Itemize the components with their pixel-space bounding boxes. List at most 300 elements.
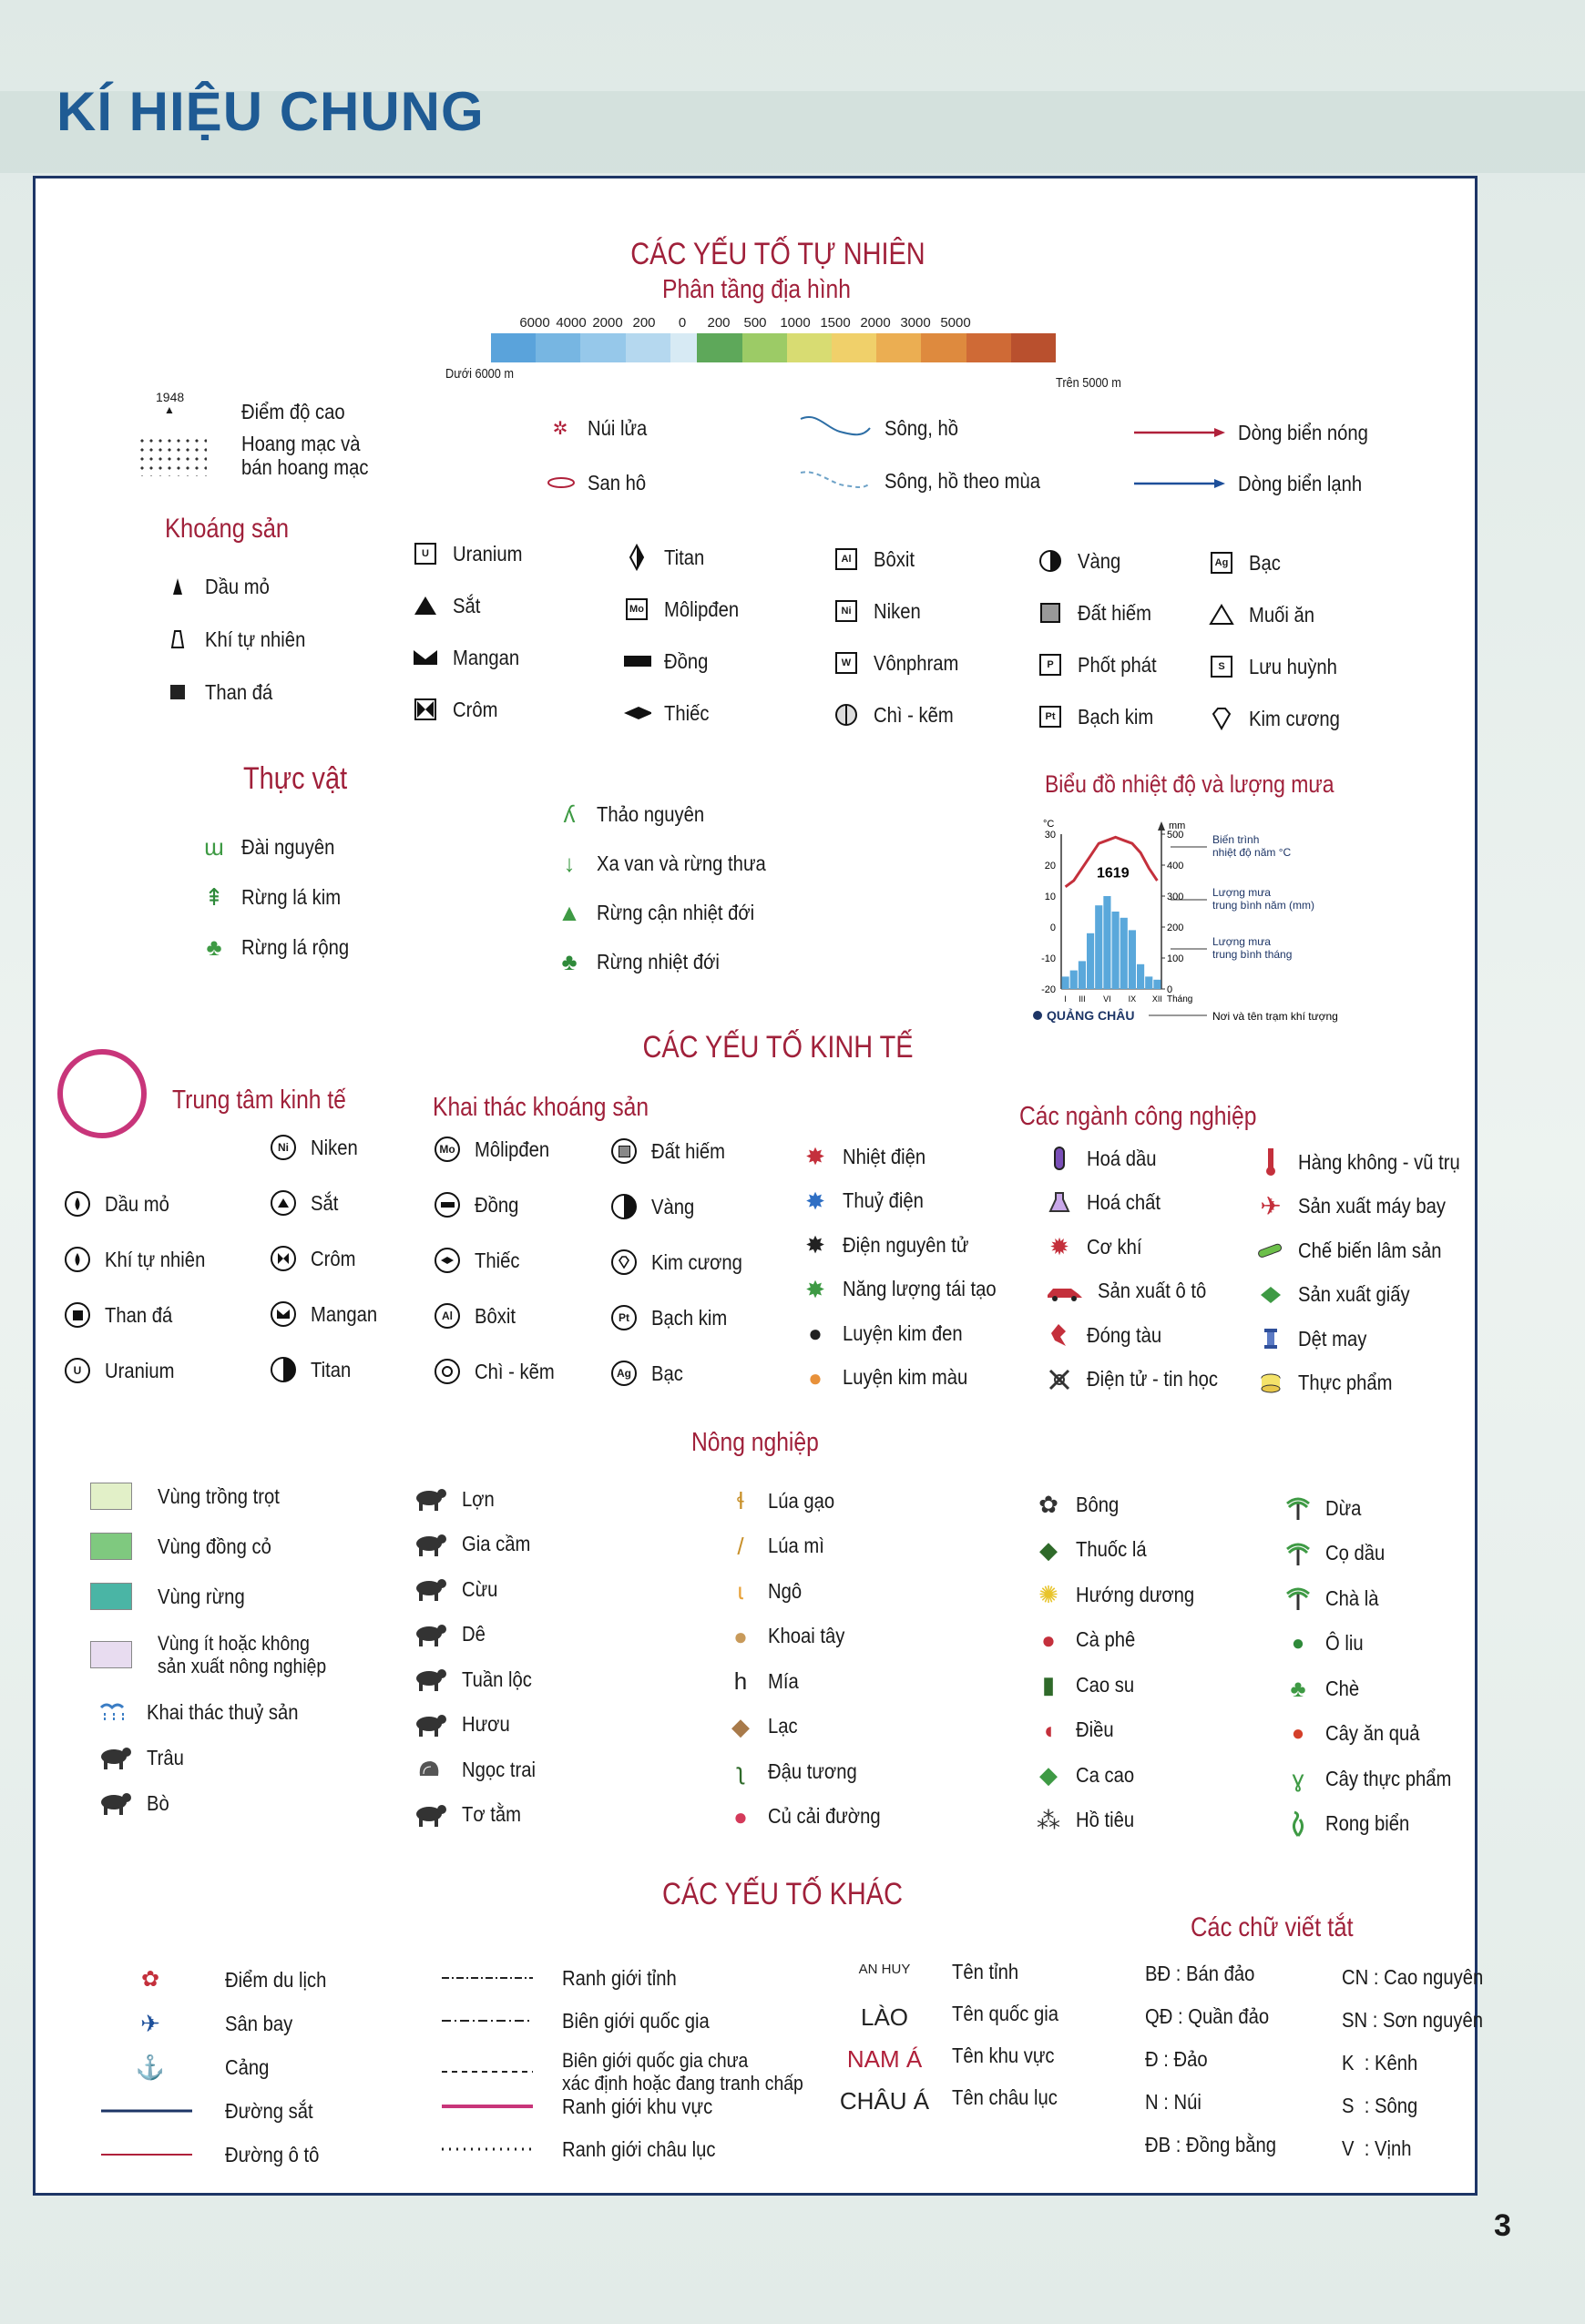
abbreviations-title: Các chữ viết tắt [1191,1912,1354,1942]
abbreviation-label: Đ : Đảo [1145,2047,1208,2071]
agri-c3-label: Lúa mì [768,1534,824,1557]
mineral-c4-label: Niken [874,598,921,623]
eco-c4-item [609,1192,700,1221]
mineral-c6-item [1207,704,1353,733]
triangle-icon: ▲ [164,403,175,416]
mineral-c2-item [411,539,532,568]
eco-c4-item [609,1248,755,1277]
conifer-icon: ⇞ [204,883,224,911]
relief-tick: 6000 [519,315,550,331]
silver-icon: Ag [1207,548,1236,577]
other-c1-label: Cảng [225,2054,270,2079]
industry-title: Các ngành công nghiệp [1019,1102,1257,1131]
vegetation-c2-label: Rừng nhiệt đới [597,949,720,973]
climate-chart-title: Biểu đồ nhiệt độ và lượng mưa [1045,770,1334,798]
aircraft-icon: ✈ [1260,1191,1282,1220]
industry-c3-label: Chế biến lâm sản [1298,1238,1442,1262]
eco-c4-label: Bạch kim [651,1305,728,1330]
rain-tick: 200 [1167,922,1184,933]
mineral-c5-item [1036,702,1164,731]
other-c2-label: Ranh giới tỉnh [562,1965,677,1990]
mineral-c4-item [832,648,970,678]
eco-left-item [63,1245,219,1274]
agri-c2-item [409,1484,499,1514]
manganese-mining-icon [269,1300,298,1329]
eco-left-label: Than đá [105,1302,173,1327]
sulfur-icon: S [1207,652,1236,681]
industry-c1-item [801,1142,937,1171]
agri-c5-item [1283,1493,1366,1523]
rain-tick: 300 [1167,892,1184,902]
mineral-c2-item [411,643,528,672]
mechanical-icon: ✹ [1049,1233,1069,1260]
eco-c3-item [433,1135,559,1164]
agri-zone-label: Vùng trồng trọt [158,1483,280,1508]
mineral-c2-label: Sắt [453,593,481,617]
eco-c3-item [433,1301,521,1330]
name-sample-label: Tên tỉnh [952,1960,1019,1983]
rare-earth-icon [1036,598,1065,627]
elevation-value: 1948 [156,390,185,404]
tea-icon: ♣ [1290,1675,1306,1702]
agri-c5-label: Ô liu [1325,1631,1364,1655]
agri-c2-item [409,1755,546,1784]
industry-c3-label: Hàng không - vũ trụ [1298,1149,1460,1174]
agri-c2-item [409,1575,503,1604]
abbreviation-item [1145,2133,1294,2157]
coral-icon [546,468,575,497]
abbreviation-label: CN : Cao nguyên [1342,1965,1484,1989]
copper-mining-icon [433,1190,462,1219]
titanium-mining-icon [269,1355,298,1384]
agri-c4-label: Hồ tiêu [1076,1808,1135,1831]
natural-section-title: CÁC YẾU TỐ TỰ NHIÊN [630,237,925,271]
other-c2-item [442,2049,836,2095]
tourist-spot-icon: ✿ [140,1967,160,1992]
other-c1-label: Sân bay [225,2011,293,2035]
abbreviation-item [1145,2047,1216,2072]
eco-c3-item [433,1357,566,1386]
nonferrous-metallurgy-icon: ● [808,1363,823,1391]
agri-tail-label: Khai thác thuỷ sản [147,1699,299,1724]
vegetation-c2-item [555,947,736,976]
coconut-icon [1283,1493,1313,1523]
mineral-c3-item [622,543,710,572]
mineral-c6-label: Muối ăn [1249,602,1315,627]
abbreviation-item [1342,2051,1428,2075]
sugarbeet-icon: ● [733,1802,748,1830]
agri-c3-label: Mía [768,1668,799,1693]
legend-warm-current: Dòng biển nóng [1134,418,1386,447]
eco-mid-label: Titan [311,1357,352,1381]
eco-left-label: Uranium [105,1358,175,1382]
eco-mid-label: Sắt [311,1190,339,1215]
cocoa-icon: ◆ [1039,1761,1058,1789]
eco-mid-label: Niken [311,1135,358,1159]
agri-c3-item [726,1486,844,1515]
coal-mining-icon [63,1300,92,1330]
cattle-icon [94,1789,134,1818]
savanna-icon: ↓ [563,850,576,877]
legend-volcano: ✲ Núi lửa [546,413,655,443]
other-c1-label: Điểm du lịch [225,1967,327,1992]
abbreviation-item [1342,2094,1428,2118]
mineral-c3-label: Thiếc [664,700,710,725]
eco-mid-label: Mangan [311,1301,378,1326]
page-title: KÍ HIỆU CHUNG [56,81,485,142]
agri-c4-item [1034,1716,1119,1745]
industry-c1-item [801,1230,986,1259]
diamond-mining-icon [609,1248,639,1277]
abbreviation-item [1145,1962,1270,1986]
agri-c2-label: Gia cầm [462,1532,531,1555]
agri-zone-item [90,1533,287,1560]
rice-icon: ɬ [737,1487,744,1514]
industry-c2-item [1045,1144,1166,1173]
sheep-icon [409,1575,449,1604]
buffalo-icon [94,1743,134,1772]
agri-c5-label: Chà là [1325,1585,1379,1610]
industry-c2-label: Sản xuất ô tô [1098,1279,1207,1302]
salt-icon [1207,600,1236,629]
agri-zone-item [90,1632,349,1677]
agri-c3-item [726,1622,855,1651]
relief-tick: 3000 [900,315,931,331]
eco-mid-item [269,1300,386,1329]
iron-icon [411,591,440,620]
goat-icon [409,1620,449,1649]
industry-c2-item [1045,1188,1171,1218]
volcano-icon: ✲ [552,418,568,439]
agri-c4-item [1034,1760,1142,1789]
platinum-mining-icon: Pt [609,1303,639,1332]
eco-left-item [63,1300,181,1330]
month-label: Tháng [1167,994,1193,1004]
agri-c3-item [726,1757,869,1786]
silkworm-icon [409,1800,449,1830]
eco-c4-item [609,1359,688,1388]
vegetation-c1-label: Rừng lá kim [241,884,342,909]
rain-bar [1062,976,1069,989]
eco-c3-label: Thiếc [475,1248,520,1272]
mineral-c5-item [1036,650,1167,679]
climate-chart-svg [1025,807,1444,1044]
name-sample-item [952,1960,1028,1984]
coal-icon [163,678,192,707]
eco-c3-label: Chì - kẽm [475,1359,555,1383]
poultry-icon [409,1530,449,1559]
other-c2-label: Ranh giới châu lục [562,2136,716,2161]
agri-c2-item [409,1530,540,1559]
annual-rain-value: 1619 [1097,865,1130,882]
rain-tick: 500 [1167,830,1184,841]
climate-chart [1025,807,1444,1044]
agri-tail-item [94,1789,172,1818]
agri-zone-label: Vùng ít hoặc không sản xuất nông nghiệp [158,1632,327,1677]
name-sample: CHÂU Á [839,2087,930,2115]
other-c1-label: Đường sắt [225,2098,313,2123]
temp-tick: 10 [1044,892,1056,902]
name-sample: NAM Á [846,2045,923,2073]
mineral-c6-label: Lưu huỳnh [1249,654,1337,678]
molybdenum-mining-icon: Mo [433,1135,462,1164]
mining-title: Khai thác khoáng sản [433,1093,649,1122]
relief-tick: 500 [743,315,767,331]
mineral-c5-label: Đất hiếm [1078,600,1152,625]
name-sample-item [952,2002,1073,2026]
pepper-icon: ⁂ [1037,1806,1060,1834]
abbreviation-label: ĐB : Đồng bằng [1145,2133,1277,2156]
river-icon [799,413,872,443]
agri-c5-item [1283,1719,1433,1748]
abbreviation-item [1145,2090,1209,2115]
paper-icon [1256,1280,1285,1310]
warm-current-icon [1134,418,1225,447]
tundra-icon: ɯ [204,833,224,861]
abbreviation-label: V : Vịnh [1342,2136,1412,2160]
peanut-icon: ◆ [731,1712,750,1740]
rain-bar [1112,912,1120,989]
temp-tick: -10 [1041,953,1056,964]
nickel-mining-icon: Ni [269,1133,298,1162]
mineral-c5-label: Vàng [1078,548,1121,573]
eco-c3-label: Bôxit [475,1303,516,1328]
desert-dots-icon [138,436,207,476]
agri-zone-swatch [90,1583,132,1610]
date-palm-icon [1283,1584,1313,1613]
gold-mining-icon [609,1192,639,1221]
month-tick: XII [1151,994,1162,1004]
agri-c3-item [726,1576,806,1605]
relief-tick: 5000 [940,315,971,331]
industry-c1-label: Năng lượng tái tạo [843,1277,997,1300]
agri-c4-item [1034,1490,1125,1519]
lead-zinc-mining-icon [433,1357,462,1386]
tungsten-icon: W [832,648,861,678]
agri-zone-swatch [90,1641,132,1668]
shipbuilding-icon [1045,1320,1074,1350]
agri-c2-label: Hươu [462,1712,510,1736]
rain-year-annotation: Lượng mưa trung bình năm (mm) [1212,886,1315,912]
mineral-c2-label: Crôm [453,697,498,721]
name-sample: LÀO [860,2003,909,2031]
wheat-icon: / [737,1532,744,1560]
railway-icon [101,2096,192,2125]
other-c1-item [101,2140,332,2169]
agri-c4-label: Cà phê [1076,1627,1136,1651]
chemical-icon [1045,1188,1074,1218]
vegetable-icon: ɣ [1292,1765,1304,1792]
abbreviation-label: S : Sông [1342,2094,1418,2117]
industry-c1-item [801,1275,1017,1304]
mineral-c6-item [1207,548,1285,577]
seaweed-icon [1283,1809,1313,1839]
rain-tick: 100 [1167,953,1184,964]
relief-tick: 200 [632,315,656,331]
month-tick: I [1064,994,1067,1004]
cashew-icon: ◖ [1041,1716,1056,1744]
abbreviation-item [1342,2008,1502,2033]
agri-c5-item [1283,1764,1468,1793]
soybean-icon: ʅ [738,1758,743,1785]
eco-left-label: Dầu mỏ [105,1191,169,1216]
abbreviation-item [1342,2136,1421,2161]
industry-c1-label: Điện nguyên tử [843,1232,969,1257]
other-c1-item [101,2096,325,2125]
mineral-c2-item [411,695,504,724]
agri-c4-label: Cao su [1076,1672,1135,1697]
agri-c3-label: Đậu tương [768,1758,857,1783]
agri-tail-item [94,1697,319,1727]
abbreviation-label: K : Kênh [1342,2051,1418,2074]
agri-zone-swatch [90,1533,132,1560]
agri-c4-item [1034,1670,1142,1699]
relief-tick: 0 [678,315,687,331]
renewable-energy-icon: ✸ [805,1275,825,1303]
other-c1-item [134,2053,275,2082]
legend-coral: San hô [546,468,654,497]
month-tick: VI [1103,994,1111,1004]
seasonal-river-icon [799,466,872,495]
name-sample-item [952,2085,1072,2110]
rain-bar [1120,918,1128,989]
mineral-c3-item [622,595,749,624]
temp-unit: °C [1043,819,1055,830]
elevation-sample [156,390,183,415]
desert-label: Hoang mạc và bán hoang mạc [241,432,369,479]
relief-color-bar [491,333,1056,362]
name-sample-label: Tên châu lục [952,2085,1058,2109]
relief-title: Phân tầng địa hình [662,275,851,304]
legend-river: Sông, hồ [799,413,968,443]
eco-left-item [63,1356,184,1385]
eco-c4-label: Bạc [651,1361,683,1385]
rain-bar [1103,896,1110,989]
industry-c2-item [1045,1320,1171,1350]
sunflower-icon: ✺ [1038,1581,1058,1608]
other-c2-label: Ranh giới khu vực [562,2094,713,2118]
agri-c2-label: Dê [462,1622,486,1646]
eco-c4-item [609,1137,735,1166]
eco-mid-item [269,1244,362,1273]
subtropical-forest-icon: ▲ [557,899,581,926]
industry-c2-item [1045,1365,1236,1394]
other-c2-item [442,2092,733,2121]
agri-c3-item [726,1712,802,1741]
industry-c1-label: Thuỷ điện [843,1188,924,1212]
rain-tick: 400 [1167,861,1184,872]
mineral-c3-label: Đồng [664,648,709,673]
other-c2-label: Biên giới quốc gia chưa xác định hoặc đang tranh chấp [562,2049,803,2095]
temp-annotation: Biến trình nhiệt độ năm °C [1212,833,1292,859]
agri-c3-item [726,1802,895,1831]
coffee-icon: ● [1041,1626,1056,1654]
agri-c4-label: Bông [1076,1492,1120,1516]
agri-c5-label: Cây ăn quả [1325,1721,1420,1745]
broadleaf-icon: ♣ [206,933,222,961]
mineral-c6-item [1207,600,1324,629]
agri-tail-item [94,1743,189,1772]
agri-c2-item [409,1665,541,1694]
vegetation-c2-item [555,800,719,829]
industry-c3-item [1256,1280,1425,1310]
station-dot [1033,1011,1042,1020]
industry-c3-label: Thực phẩm [1298,1371,1393,1394]
other-c2-item [442,2006,730,2035]
vegetation-c2-item [555,849,789,878]
industry-c3-label: Sản xuất máy bay [1298,1194,1447,1218]
legend-frame [33,176,1484,2196]
agri-zone-item [90,1483,296,1510]
agri-c5-item [1283,1674,1364,1703]
economic-center-label: Trung tâm kinh tế [172,1086,346,1115]
eco-c4-label: Đất hiếm [651,1138,726,1163]
relief-tick: 200 [707,315,731,331]
temp-tick: 20 [1044,861,1056,872]
olive-icon: ● [1291,1630,1305,1656]
mineral-c1-label: Than đá [205,679,273,704]
region-boundary-icon [442,2092,533,2121]
other-section-title: CÁC YẾU TỐ KHÁC [662,1877,903,1911]
continent-boundary-icon [442,2135,533,2164]
vegetation-c2-label: Thảo nguyên [597,801,705,826]
economic-center-ring-icon [57,1049,147,1138]
chromium-mining-icon [269,1244,298,1273]
vegetation-c1-item [199,882,354,912]
eco-c3-label: Môlipđen [475,1137,550,1161]
other-c1-item [134,2009,302,2038]
rain-tick: 0 [1167,984,1173,995]
industry-c3-item [1256,1324,1376,1353]
rubber-icon: ▮ [1041,1671,1056,1698]
eco-c4-label: Vàng [651,1194,695,1218]
mineral-c1-item [163,625,319,654]
platinum-icon: Pt [1036,702,1065,731]
industry-c1-item [801,1319,979,1348]
above-5000-label: Trên 5000 m [1056,375,1121,391]
other-c2-label: Biên giới quốc gia [562,2008,710,2033]
fishery-icon [94,1697,134,1727]
legend-cold-current: Dòng biển lạnh [1134,469,1379,498]
uranium-icon: U [411,539,440,568]
agri-c3-item [726,1532,832,1561]
mineral-c2-label: Mangan [453,645,520,669]
agri-c3-label: Củ cải đường [768,1804,881,1828]
agri-c5-label: Chè [1325,1676,1360,1700]
agri-c3-label: Lạc [768,1714,798,1738]
other-c1-item [134,1965,341,1994]
textile-icon [1256,1324,1285,1353]
oil-palm-icon [1283,1539,1313,1568]
mineral-c3-item [622,698,715,728]
industry-c3-item [1256,1147,1482,1177]
eco-left-label: Khí tự nhiên [105,1247,206,1271]
industry-c2-item [1045,1232,1150,1261]
mineral-c4-label: Vônphram [874,650,959,675]
month-tick: IX [1128,994,1137,1004]
station-label: Nơi và tên trạm khí tượng [1212,1010,1338,1023]
mineral-c1-label: Dầu mỏ [205,574,270,598]
port-icon: ⚓ [135,2054,166,2081]
food-icon [1256,1369,1285,1398]
eco-mid-item [269,1133,364,1162]
name-sample-label: Tên khu vực [952,2044,1055,2067]
vegetation-title: Thực vật [243,761,348,796]
temp-tick: 30 [1044,830,1056,841]
legend-seasonal-river: Sông, hồ theo mùa [799,466,1061,495]
disputed-border-icon [442,2057,533,2086]
industry-c3-item [1256,1236,1461,1265]
